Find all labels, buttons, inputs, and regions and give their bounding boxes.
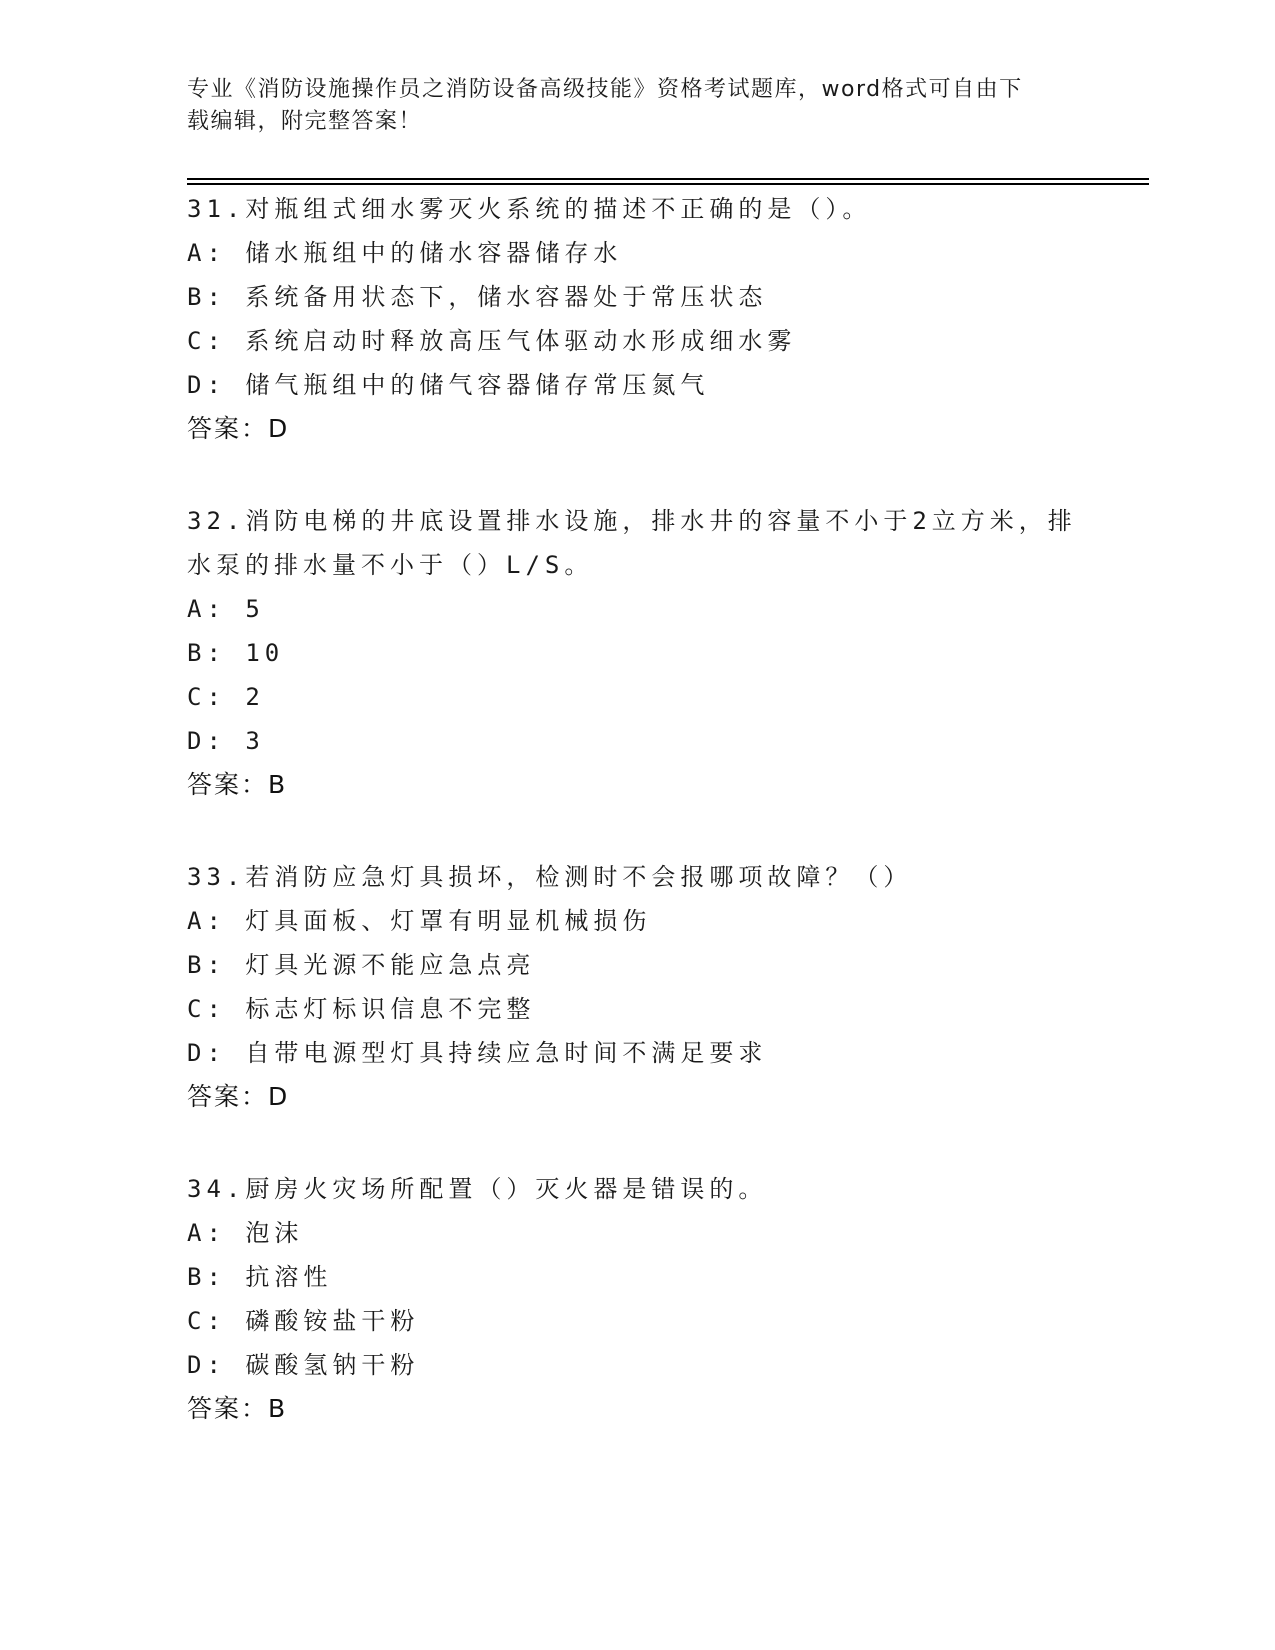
header-divider-bottom [187, 183, 1149, 185]
question-34-option-a: A: 泡沫 [187, 1219, 304, 1247]
question-33-option-c: C: 标志灯标识信息不完整 [187, 995, 536, 1023]
question-33-option-b: B: 灯具光源不能应急点亮 [187, 951, 536, 979]
question-33-stem: 33.若消防应急灯具损坏，检测时不会报哪项故障？（） [187, 863, 913, 891]
question-32-stem-line-1: 32.消防电梯的井底设置排水设施，排水井的容量不小于2立方米，排 [187, 507, 1077, 535]
question-31-option-b: B: 系统备用状态下，储水容器处于常压状态 [187, 283, 768, 311]
header-line-1: 专业《消防设施操作员之消防设备高级技能》资格考试题库，word格式可自由下 [187, 77, 1023, 102]
question-34-option-d: D: 碳酸氢钠干粉 [187, 1351, 420, 1379]
question-33-answer: 答案：D [187, 1082, 290, 1111]
question-34-option-b: B: 抗溶性 [187, 1263, 333, 1291]
question-33-option-a: A: 灯具面板、灯罩有明显机械损伤 [187, 907, 652, 935]
question-32-option-b: B: 10 [187, 639, 285, 667]
question-34-option-c: C: 磷酸铵盐干粉 [187, 1307, 420, 1335]
question-32-answer: 答案：B [187, 770, 288, 799]
header-line-2: 载编辑，附完整答案！ [187, 109, 423, 134]
question-33-option-d: D: 自带电源型灯具持续应急时间不满足要求 [187, 1039, 768, 1067]
question-34-stem: 34.厨房火灾场所配置（）灭火器是错误的。 [187, 1175, 768, 1203]
question-31-option-d: D: 储气瓶组中的储气容器储存常压氮气 [187, 371, 710, 399]
question-32-option-c: C: 2 [187, 683, 265, 711]
question-34-answer: 答案：B [187, 1394, 288, 1423]
header-divider-top [187, 178, 1149, 180]
question-31-option-c: C: 系统启动时释放高压气体驱动水形成细水雾 [187, 327, 797, 355]
document-header [187, 74, 1087, 138]
question-31-option-a: A: 储水瓶组中的储水容器储存水 [187, 239, 623, 267]
question-31-answer: 答案：D [187, 414, 290, 443]
question-32-option-a: A: 5 [187, 595, 265, 623]
question-31-stem: 31.对瓶组式细水雾灭火系统的描述不正确的是（）。 [187, 195, 872, 223]
question-32-stem-line-2: 水泵的排水量不小于（）L/S。 [187, 551, 594, 579]
question-32-option-d: D: 3 [187, 727, 265, 755]
